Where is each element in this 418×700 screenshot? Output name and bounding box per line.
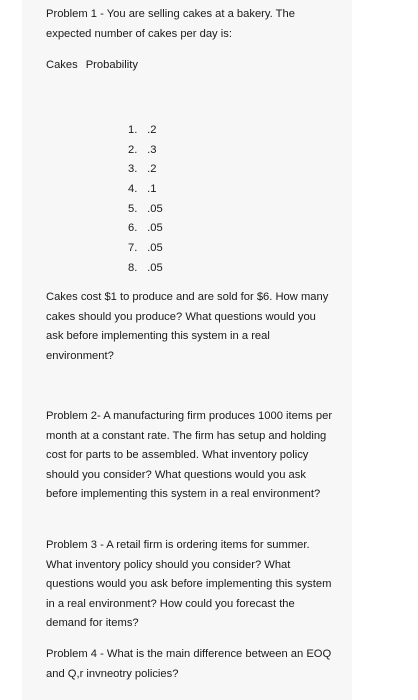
list-item: 7. .05 (128, 242, 163, 255)
problem-4: Problem 4 - What is the main difference between an EOQ and Q,r invneotry policies? (46, 648, 332, 680)
col-cakes: Cakes (46, 59, 78, 71)
list-item: 3. .2 (128, 163, 157, 176)
list-item: 6. .05 (128, 222, 163, 235)
table-header (46, 56, 138, 76)
problem-1-question: Cakes cost $1 to produce and are sold for $6. How many cakes should you produce? What questions would you ask before implementing this system in a real environment? (46, 291, 329, 362)
problem-1-intro: Problem 1 - You are selling cakes at a bakery. The expected number of cakes per day is: (46, 8, 295, 40)
problem-2: Problem 2- A manufacturing firm produces 1000 items per month at a constant rate. The firm has setup and holding cost for parts to be assembled. What inventory policy should you consider? What questions would you ask before implementing this system in a real environment? (46, 410, 333, 500)
list-item: 5. .05 (128, 202, 163, 215)
col-probability: Probability (85, 59, 138, 71)
list-item: 4. .1 (128, 183, 157, 196)
problem-3: Problem 3 - A retail firm is ordering items for summer. What inventory policy should you consider? What questions would you ask before implementing this system in a real environment? How could you forecast the demand for items? (46, 539, 332, 629)
list-item: 1. .2 (128, 124, 157, 136)
list-item: 2. .3 (128, 143, 157, 156)
probability-list (128, 121, 163, 279)
list-item: 8. .05 (128, 261, 163, 274)
